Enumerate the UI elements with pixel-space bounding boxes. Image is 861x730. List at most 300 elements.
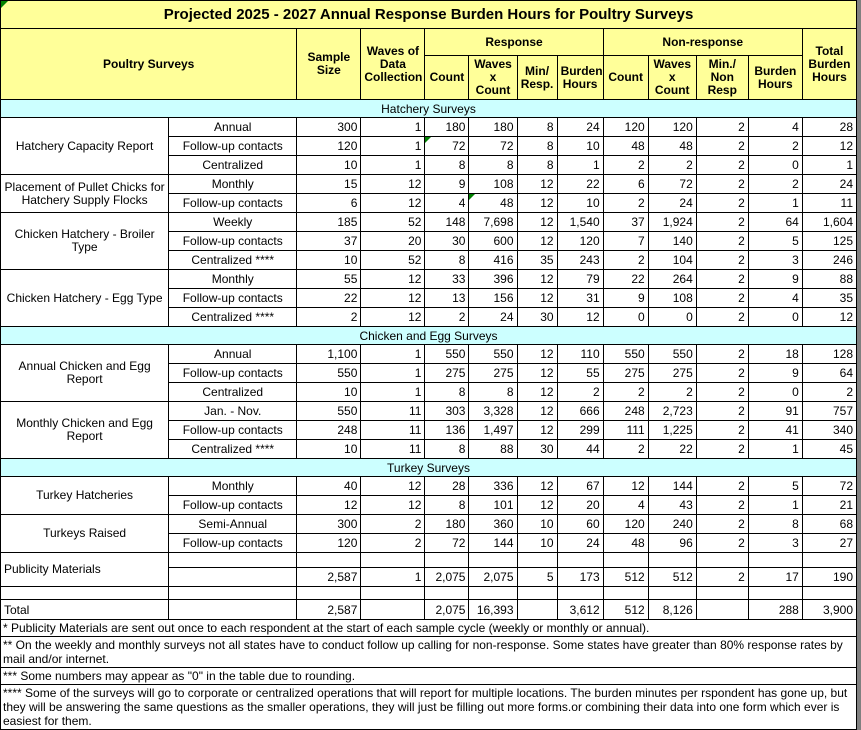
value-cell: 108 <box>648 289 696 308</box>
value-cell: 67 <box>557 477 603 496</box>
value-cell: 64 <box>802 364 856 383</box>
table-row <box>1 515 857 534</box>
value-cell: 48 <box>469 194 517 213</box>
col-header-response-waves-x-count: Waves x Count <box>469 56 517 100</box>
value-cell: 2 <box>648 156 696 175</box>
table-title <box>0 0 857 28</box>
value-cell: 2 <box>648 383 696 402</box>
col-group-response: Response <box>425 29 603 56</box>
total-row <box>1 600 857 620</box>
empty-cell <box>603 587 648 600</box>
value-cell: 2 <box>696 251 748 270</box>
value-cell: 2 <box>361 515 425 534</box>
value-cell: 180 <box>469 118 517 137</box>
section-row <box>1 459 857 477</box>
value-cell: 2,075 <box>425 568 469 587</box>
value-cell: 10 <box>297 251 361 270</box>
value-cell: 2 <box>603 440 648 459</box>
value-cell: 24 <box>557 534 603 553</box>
value-cell: 4 <box>748 289 802 308</box>
value-cell: 72 <box>802 477 856 496</box>
value-cell: 2 <box>748 175 802 194</box>
value-cell: 35 <box>802 289 856 308</box>
comment-marker-icon <box>1 1 8 8</box>
value-cell: 52 <box>361 213 425 232</box>
value-cell: 1 <box>361 118 425 137</box>
value-cell: 148 <box>425 213 469 232</box>
value-cell: 185 <box>297 213 361 232</box>
value-cell: 2 <box>361 534 425 553</box>
frequency-cell: Centralized <box>169 156 297 175</box>
section-header: Turkey Surveys <box>1 459 857 477</box>
value-cell: 24 <box>557 118 603 137</box>
table-row <box>1 213 857 232</box>
value-cell: 8 <box>517 137 557 156</box>
value-cell: 4 <box>603 496 648 515</box>
value-cell: 43 <box>648 496 696 515</box>
empty-cell <box>648 587 696 600</box>
section-header: Chicken and Egg Surveys <box>1 327 857 345</box>
value-cell: 1 <box>361 383 425 402</box>
section-header: Hatchery Surveys <box>1 100 857 118</box>
value-cell: 0 <box>748 156 802 175</box>
value-cell: 12 <box>361 496 425 515</box>
value-cell: 21 <box>802 496 856 515</box>
table-title-text: Projected 2025 - 2027 Annual Response Burden Hours for Poultry Surveys <box>163 6 694 23</box>
value-cell: 44 <box>557 440 603 459</box>
frequency-cell: Centralized <box>169 383 297 402</box>
value-cell: 28 <box>425 477 469 496</box>
value-cell: 30 <box>425 232 469 251</box>
value-cell: 10 <box>297 383 361 402</box>
empty-cell <box>469 587 517 600</box>
survey-name-cell: Turkey Hatcheries <box>1 477 169 515</box>
value-cell: 2 <box>802 383 856 402</box>
value-cell: 88 <box>802 270 856 289</box>
survey-name-cell: Monthly Chicken and Egg Report <box>1 402 169 459</box>
value-cell: 12 <box>603 477 648 496</box>
col-header-min-per-resp: Min/ Resp. <box>517 56 557 100</box>
value-cell: 12 <box>361 270 425 289</box>
col-header-poultry-surveys: Poultry Surveys <box>1 29 297 100</box>
empty-cell <box>748 587 802 600</box>
survey-name-cell: Placement of Pullet Chicks for Hatchery Supply Flocks <box>1 175 169 213</box>
value-cell: 12 <box>517 383 557 402</box>
value-cell: 12 <box>517 175 557 194</box>
value-cell: 55 <box>557 364 603 383</box>
value-cell: 2 <box>603 251 648 270</box>
empty-cell <box>517 587 557 600</box>
empty-cell <box>517 553 557 568</box>
value-cell: 1 <box>802 156 856 175</box>
value-cell: 24 <box>648 194 696 213</box>
value-cell: 96 <box>648 534 696 553</box>
value-cell: 600 <box>469 232 517 251</box>
value-cell: 48 <box>603 137 648 156</box>
empty-cell <box>748 553 802 568</box>
col-header-response-burden-hours: Burden Hours <box>557 56 603 100</box>
value-cell: 10 <box>297 440 361 459</box>
value-cell: 248 <box>297 421 361 440</box>
value-cell: 104 <box>648 251 696 270</box>
col-header-min-per-non-resp: Min./ Non Resp <box>696 56 748 100</box>
value-cell: 2 <box>696 289 748 308</box>
frequency-cell: Semi-Annual <box>169 515 297 534</box>
section-row <box>1 327 857 345</box>
value-cell: 2,723 <box>648 402 696 421</box>
value-cell: 1 <box>361 345 425 364</box>
value-cell: 12 <box>517 289 557 308</box>
value-cell: 2 <box>696 364 748 383</box>
value-cell: 35 <box>517 251 557 270</box>
value-cell: 666 <box>557 402 603 421</box>
value-cell: 40 <box>297 477 361 496</box>
value-cell: 20 <box>557 496 603 515</box>
value-cell: 264 <box>648 270 696 289</box>
value-cell: 111 <box>603 421 648 440</box>
survey-name-cell: Chicken Hatchery - Broiler Type <box>1 213 169 270</box>
value-cell: 27 <box>802 534 856 553</box>
value-cell: 1,604 <box>802 213 856 232</box>
value-cell: 12 <box>361 308 425 327</box>
value-cell: 22 <box>648 440 696 459</box>
value-cell: 2 <box>696 213 748 232</box>
value-cell: 7 <box>603 232 648 251</box>
value-cell: 2 <box>696 118 748 137</box>
empty-cell <box>361 553 425 568</box>
value-cell: 10 <box>557 137 603 156</box>
col-header-sample-size: Sample Size <box>297 29 361 100</box>
value-cell: 22 <box>603 270 648 289</box>
value-cell: 60 <box>557 515 603 534</box>
value-cell: 22 <box>557 175 603 194</box>
value-cell: 2 <box>696 421 748 440</box>
value-cell: 30 <box>517 440 557 459</box>
value-cell: 550 <box>469 345 517 364</box>
value-cell: 2 <box>603 383 648 402</box>
value-cell: 0 <box>748 383 802 402</box>
frequency-cell: Follow-up contacts <box>169 534 297 553</box>
frequency-cell: Centralized **** <box>169 308 297 327</box>
table-row <box>1 402 857 421</box>
value-cell: 12 <box>517 477 557 496</box>
value-cell: 0 <box>648 308 696 327</box>
frequency-cell: Follow-up contacts <box>169 496 297 515</box>
value-cell: 1,924 <box>648 213 696 232</box>
value-cell: 55 <box>297 270 361 289</box>
value-cell: 12 <box>517 213 557 232</box>
frequency-cell: Follow-up contacts <box>169 364 297 383</box>
value-cell: 8 <box>425 156 469 175</box>
value-cell: 0 <box>748 308 802 327</box>
value-cell: 340 <box>802 421 856 440</box>
value-cell: 2 <box>297 308 361 327</box>
col-header-nonresponse-count: Count <box>603 56 648 100</box>
value-cell: 1,497 <box>469 421 517 440</box>
frequency-cell: Annual <box>169 118 297 137</box>
value-cell: 8,126 <box>648 600 696 620</box>
value-cell: 12 <box>517 496 557 515</box>
value-cell: 3,612 <box>557 600 603 620</box>
value-cell: 1 <box>748 440 802 459</box>
value-cell: 12 <box>802 137 856 156</box>
empty-cell <box>802 587 856 600</box>
value-cell: 136 <box>425 421 469 440</box>
value-cell: 4 <box>748 118 802 137</box>
value-cell <box>696 600 748 620</box>
value-cell: 144 <box>648 477 696 496</box>
value-cell: 2 <box>603 194 648 213</box>
empty-cell <box>603 553 648 568</box>
value-cell: 3,900 <box>802 600 856 620</box>
value-cell: 24 <box>802 175 856 194</box>
value-cell: 12 <box>517 232 557 251</box>
table-row <box>1 477 857 496</box>
value-cell: 8 <box>425 440 469 459</box>
value-cell: 68 <box>802 515 856 534</box>
value-cell: 10 <box>517 515 557 534</box>
empty-cell <box>425 553 469 568</box>
value-cell: 275 <box>425 364 469 383</box>
value-cell: 16,393 <box>469 600 517 620</box>
value-cell: 37 <box>603 213 648 232</box>
survey-name-cell: Hatchery Capacity Report <box>1 118 169 175</box>
value-cell <box>361 600 425 620</box>
survey-name-cell: Turkeys Raised <box>1 515 169 553</box>
value-cell: 120 <box>297 137 361 156</box>
value-cell: 41 <box>748 421 802 440</box>
value-cell: 11 <box>361 402 425 421</box>
value-cell: 180 <box>425 515 469 534</box>
frequency-cell: Follow-up contacts <box>169 194 297 213</box>
value-cell: 2 <box>696 568 748 587</box>
value-cell: 12 <box>517 345 557 364</box>
value-cell: 1,540 <box>557 213 603 232</box>
value-cell: 2 <box>696 270 748 289</box>
value-cell: 2 <box>696 194 748 213</box>
value-cell: 13 <box>425 289 469 308</box>
value-cell: 12 <box>361 194 425 213</box>
value-cell: 550 <box>297 364 361 383</box>
value-cell: 5 <box>517 568 557 587</box>
frequency-cell: Centralized **** <box>169 440 297 459</box>
value-cell: 48 <box>603 534 648 553</box>
footnote-4: **** Some of the surveys will go to corporate or centralized operations that will report for multiple locations. The burden minutes per rspondent has gone up, but they will be answering the same questions as the smaller operations, they will just be filling out more forms.or combining their data into one form which ever is easiest for them. <box>1 685 856 730</box>
table-row <box>1 175 857 194</box>
value-cell <box>517 600 557 620</box>
value-cell: 2 <box>696 345 748 364</box>
value-cell: 4 <box>425 194 469 213</box>
value-cell: 5 <box>748 477 802 496</box>
value-cell: 2 <box>696 232 748 251</box>
frequency-cell: Monthly <box>169 175 297 194</box>
frequency-cell: Centralized **** <box>169 251 297 270</box>
value-cell: 79 <box>557 270 603 289</box>
value-cell: 288 <box>748 600 802 620</box>
value-cell: 2 <box>696 308 748 327</box>
empty-cell <box>557 553 603 568</box>
value-cell: 9 <box>748 270 802 289</box>
value-cell: 72 <box>425 137 469 156</box>
value-cell: 110 <box>557 345 603 364</box>
col-header-waves-of-data-collection: Waves of Data Collection <box>361 29 425 100</box>
empty-cell <box>648 553 696 568</box>
value-cell: 2 <box>696 156 748 175</box>
section-row <box>1 100 857 118</box>
value-cell: 12 <box>517 402 557 421</box>
col-header-response-count: Count <box>425 56 469 100</box>
value-cell: 2 <box>696 477 748 496</box>
empty-cell <box>696 587 748 600</box>
value-cell: 6 <box>603 175 648 194</box>
value-cell: 28 <box>802 118 856 137</box>
value-cell: 120 <box>557 232 603 251</box>
value-cell: 0 <box>603 308 648 327</box>
value-cell: 9 <box>603 289 648 308</box>
value-cell: 1,225 <box>648 421 696 440</box>
value-cell: 10 <box>297 156 361 175</box>
value-cell: 108 <box>469 175 517 194</box>
value-cell: 275 <box>603 364 648 383</box>
value-cell: 18 <box>748 345 802 364</box>
value-cell: 12 <box>361 477 425 496</box>
value-cell: 11 <box>361 421 425 440</box>
empty-cell <box>557 587 603 600</box>
value-cell: 7,698 <box>469 213 517 232</box>
value-cell: 9 <box>425 175 469 194</box>
value-cell: 3 <box>748 251 802 270</box>
frequency-cell: Jan. - Nov. <box>169 402 297 421</box>
value-cell: 550 <box>425 345 469 364</box>
value-cell: 2 <box>557 383 603 402</box>
value-cell: 2 <box>748 137 802 156</box>
value-cell: 72 <box>469 137 517 156</box>
value-cell: 120 <box>603 515 648 534</box>
value-cell: 10 <box>557 194 603 213</box>
burden-hours-table <box>0 28 857 620</box>
value-cell: 246 <box>802 251 856 270</box>
value-cell: 8 <box>517 118 557 137</box>
value-cell: 52 <box>361 251 425 270</box>
table-header <box>1 29 857 100</box>
value-cell: 9 <box>748 364 802 383</box>
value-cell: 1 <box>748 496 802 515</box>
value-cell: 2 <box>696 383 748 402</box>
empty-cell <box>696 553 748 568</box>
total-label-cell: Total <box>1 600 169 620</box>
spacer-row <box>1 587 857 600</box>
value-cell: 248 <box>603 402 648 421</box>
value-cell: 173 <box>557 568 603 587</box>
table-row <box>1 345 857 364</box>
table-row <box>1 553 857 568</box>
value-cell: 8 <box>469 383 517 402</box>
value-cell: 336 <box>469 477 517 496</box>
value-cell: 360 <box>469 515 517 534</box>
empty-cell <box>469 553 517 568</box>
value-cell: 1 <box>361 156 425 175</box>
value-cell: 12 <box>517 194 557 213</box>
value-cell: 8 <box>469 156 517 175</box>
value-cell: 8 <box>425 496 469 515</box>
col-header-nonresponse-waves-x-count: Waves x Count <box>648 56 696 100</box>
value-cell: 12 <box>517 364 557 383</box>
value-cell: 8 <box>517 156 557 175</box>
value-cell: 300 <box>297 118 361 137</box>
value-cell: 22 <box>297 289 361 308</box>
value-cell: 1 <box>748 194 802 213</box>
value-cell: 180 <box>425 118 469 137</box>
value-cell: 11 <box>361 440 425 459</box>
value-cell: 1 <box>361 137 425 156</box>
value-cell: 24 <box>469 308 517 327</box>
value-cell: 3,328 <box>469 402 517 421</box>
value-cell: 12 <box>361 175 425 194</box>
value-cell: 37 <box>297 232 361 251</box>
value-cell: 550 <box>297 402 361 421</box>
survey-name-cell: Chicken Hatchery - Egg Type <box>1 270 169 327</box>
value-cell: 64 <box>748 213 802 232</box>
survey-name-cell: Annual Chicken and Egg Report <box>1 345 169 402</box>
value-cell: 512 <box>648 568 696 587</box>
value-cell: 2 <box>696 496 748 515</box>
table-row <box>1 118 857 137</box>
value-cell: 2,075 <box>469 568 517 587</box>
value-cell: 512 <box>603 568 648 587</box>
value-cell: 140 <box>648 232 696 251</box>
value-cell: 120 <box>603 118 648 137</box>
value-cell: 8 <box>425 383 469 402</box>
value-cell: 88 <box>469 440 517 459</box>
value-cell: 144 <box>469 534 517 553</box>
frequency-cell: Follow-up contacts <box>169 289 297 308</box>
value-cell: 48 <box>648 137 696 156</box>
value-cell: 275 <box>648 364 696 383</box>
value-cell: 45 <box>802 440 856 459</box>
value-cell: 8 <box>748 515 802 534</box>
publicity-label-cell: Publicity Materials <box>1 553 169 587</box>
value-cell: 1 <box>361 364 425 383</box>
frequency-cell <box>169 568 297 587</box>
footnotes <box>0 620 857 730</box>
value-cell: 2,587 <box>297 568 361 587</box>
value-cell: 2 <box>696 515 748 534</box>
value-cell: 416 <box>469 251 517 270</box>
value-cell: 2 <box>696 440 748 459</box>
value-cell: 757 <box>802 402 856 421</box>
value-cell: 8 <box>425 251 469 270</box>
value-cell: 550 <box>603 345 648 364</box>
value-cell: 12 <box>557 308 603 327</box>
empty-cell <box>297 587 361 600</box>
empty-cell <box>1 587 169 600</box>
value-cell: 15 <box>297 175 361 194</box>
empty-cell <box>169 587 297 600</box>
value-cell: 396 <box>469 270 517 289</box>
value-cell: 31 <box>557 289 603 308</box>
empty-cell <box>361 587 425 600</box>
frequency-cell: Follow-up contacts <box>169 137 297 156</box>
col-header-total-burden-hours: Total Burden Hours <box>802 29 856 100</box>
frequency-cell: Monthly <box>169 477 297 496</box>
value-cell: 12 <box>297 496 361 515</box>
value-cell: 2,075 <box>425 600 469 620</box>
footnote-1: * Publicity Materials are sent out once to each respondent at the start of each sample cycle (weekly or monthly or annual). <box>1 620 856 637</box>
table-body <box>1 100 857 620</box>
value-cell: 125 <box>802 232 856 251</box>
value-cell: 72 <box>425 534 469 553</box>
value-cell: 72 <box>648 175 696 194</box>
